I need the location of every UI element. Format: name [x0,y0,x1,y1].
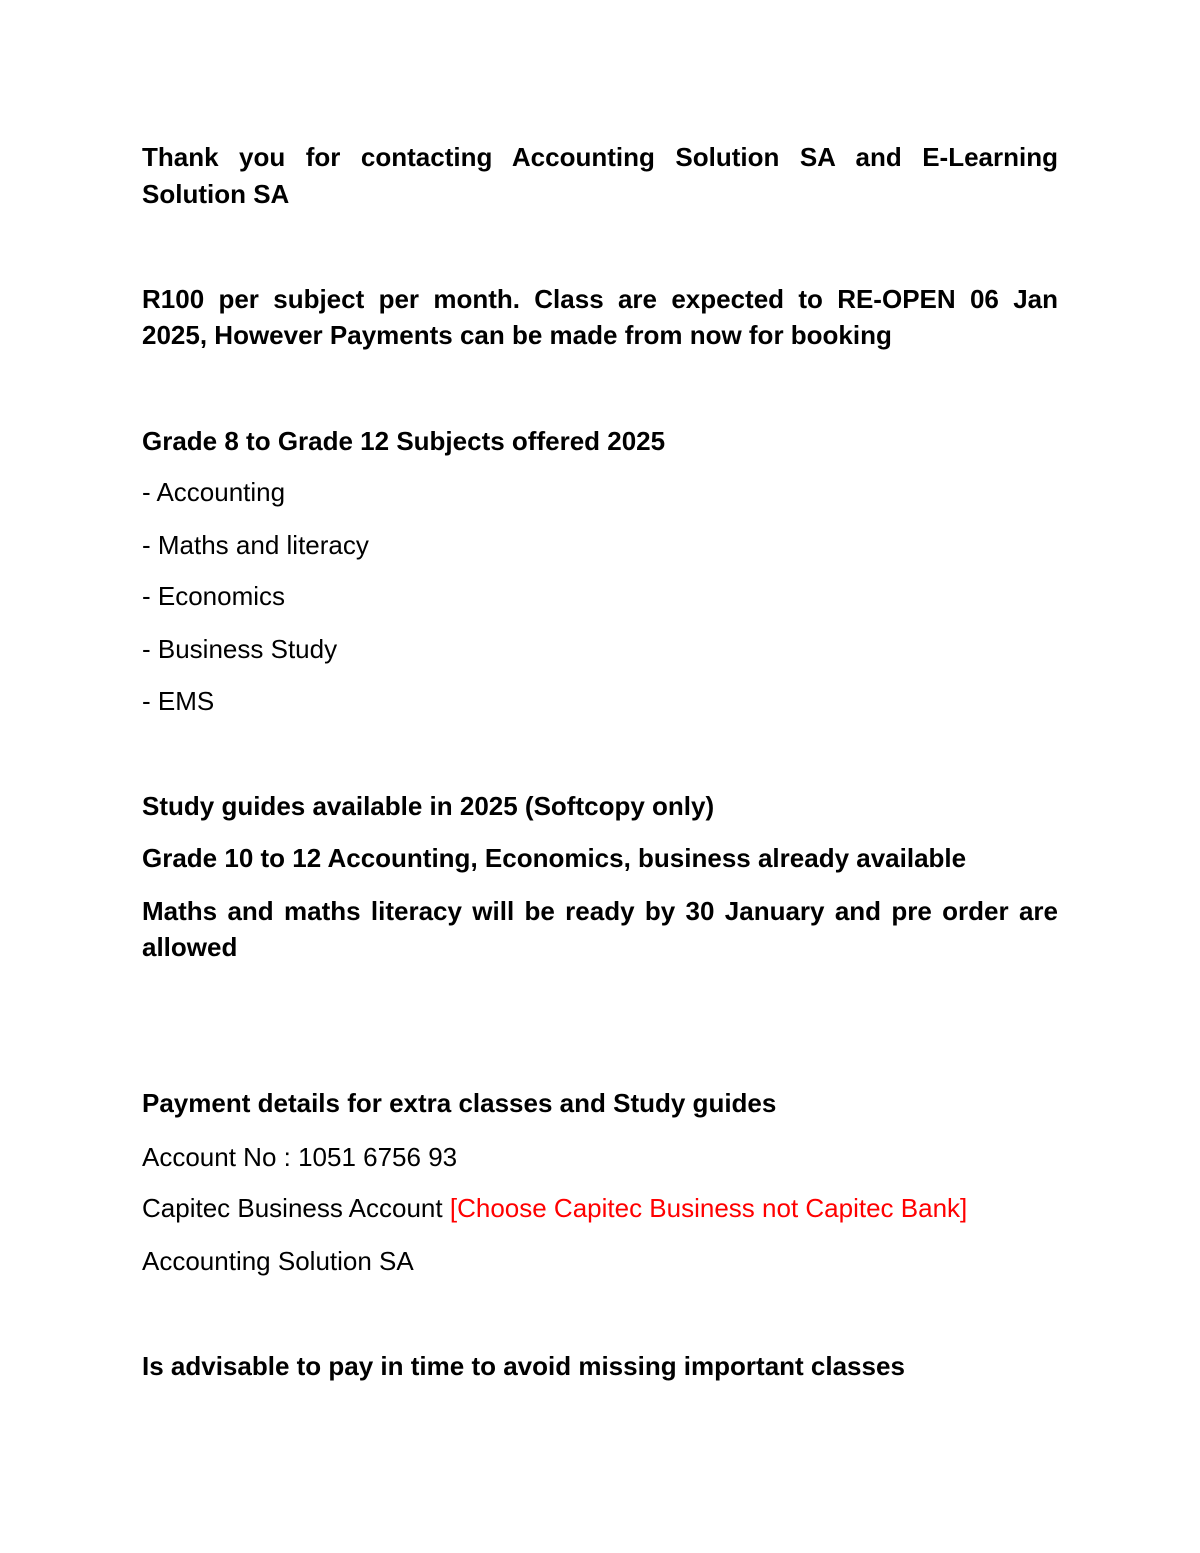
study-guides-maths-line-2: allowed [142,932,238,962]
subject-item: - Accounting [142,477,286,507]
study-guides-maths-line-1: Maths and maths literacy will be ready by 30 January and pre order are [142,896,1058,926]
payment-heading: Payment details for extra classes and Study guides [142,1088,777,1118]
pricing-line-1: R100 per subject per month. Class are expected to RE-OPEN 06 Jan [142,284,1058,314]
account-name: Accounting Solution SA [142,1246,414,1276]
bank-name: Capitec Business Account [142,1193,443,1223]
pricing-line-2: 2025, However Payments can be made from now for booking [142,320,892,350]
subject-item: - Economics [142,581,286,611]
study-guides-availability: Grade 10 to 12 Accounting, Economics, business already available [142,843,967,873]
subjects-heading: Grade 8 to Grade 12 Subjects offered 2025 [142,426,666,456]
account-number: Account No : 1051 6756 93 [142,1142,458,1172]
advice-text: Is advisable to pay in time to avoid missing important classes [142,1351,905,1381]
bank-note: [Choose Capitec Business not Capitec Bank] [449,1193,968,1223]
study-guides-heading: Study guides available in 2025 (Softcopy only) [142,791,715,821]
subject-item: - EMS [142,686,215,716]
subject-item: - Maths and literacy [142,530,369,560]
subject-item: - Business Study [142,634,338,664]
intro-line-2: Solution SA [142,179,290,209]
bank-line [142,1190,1058,1226]
intro-line-1: Thank you for contacting Accounting Solution SA and E-Learning [142,142,1058,172]
